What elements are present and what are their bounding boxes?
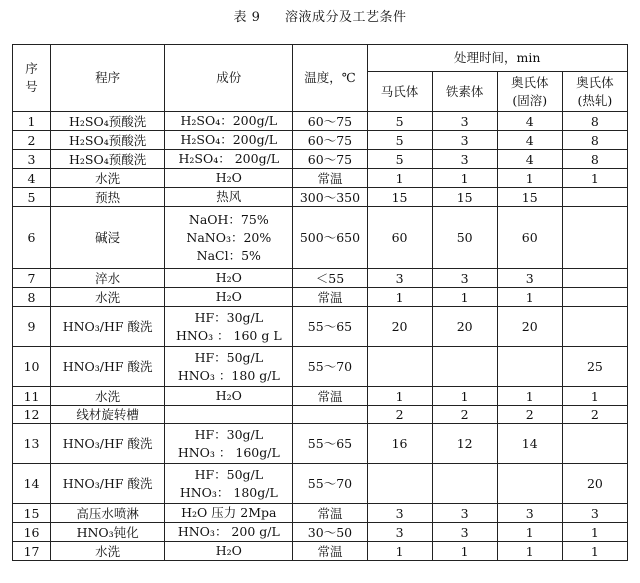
cell-index: 12 [13,406,51,424]
composition-line: H₂SO₄： 200g/L [178,151,280,166]
cell-martensite: 5 [367,150,432,169]
cell-martensite: 3 [367,504,432,523]
cell-austenite-rolled [562,188,627,207]
cell-ferrite: 3 [432,269,497,288]
cell-index: 8 [13,288,51,307]
table-body [13,112,628,561]
cell-austenite-solution: 3 [497,504,562,523]
cell-martensite [367,464,432,504]
cell-austenite-solution: 1 [497,169,562,188]
cell-austenite-solution: 4 [497,131,562,150]
cell-austenite-rolled [562,307,627,347]
cell-martensite: 1 [367,288,432,307]
cell-composition [165,112,293,131]
table-row [13,150,628,169]
cell-index: 4 [13,169,51,188]
cell-composition [165,188,293,207]
cell-procedure: HNO₃/HF 酸洗 [51,424,165,464]
cell-temperature: 55～65 [293,307,367,347]
cell-martensite: 5 [367,131,432,150]
cell-procedure: 水洗 [51,387,165,406]
cell-martensite: 1 [367,542,432,561]
cell-composition [165,307,293,347]
table-row [13,207,628,269]
header-austenite-solution: 奥氏体 (固溶) [497,72,562,112]
header-temperature: 温度，℃ [293,45,367,112]
cell-ferrite: 1 [432,169,497,188]
table-row [13,169,628,188]
header-austenite-rolled: 奥氏体 (热轧) [562,72,627,112]
composition-line: HNO₃ ： 160g/L [177,444,280,460]
cell-composition [165,406,293,424]
cell-index: 5 [13,188,51,207]
cell-martensite: 60 [367,207,432,269]
cell-martensite: 3 [367,269,432,288]
cell-austenite-solution: 2 [497,406,562,424]
cell-temperature: 30～50 [293,523,367,542]
cell-procedure: H₂SO₄预酸洗 [51,131,165,150]
cell-composition [165,424,293,464]
cell-composition [165,150,293,169]
cell-austenite-solution [497,347,562,387]
table-row [13,542,628,561]
table-row [13,464,628,504]
cell-procedure: 高压水喷淋 [51,504,165,523]
header-procedure: 程序 [51,45,165,112]
cell-temperature: 60～75 [293,112,367,131]
composition-line: H₂O [215,170,242,185]
cell-ferrite: 2 [432,406,497,424]
composition-line: H₂O 压力 2Mpa [181,505,277,520]
cell-composition [165,169,293,188]
composition-line: 热风 [216,189,242,204]
cell-index: 10 [13,347,51,387]
cell-procedure: 水洗 [51,169,165,188]
cell-austenite-solution: 20 [497,307,562,347]
cell-temperature: ＜55 [293,269,367,288]
cell-austenite-rolled: 1 [562,523,627,542]
cell-austenite-rolled: 3 [562,504,627,523]
cell-temperature [293,406,367,424]
cell-composition [165,207,293,269]
cell-ferrite: 50 [432,207,497,269]
cell-martensite: 3 [367,523,432,542]
cell-ferrite: 3 [432,504,497,523]
cell-ferrite: 1 [432,387,497,406]
table-row [13,347,628,387]
cell-procedure: 碱浸 [51,207,165,269]
composition-line: HF：30g/L [194,309,264,325]
header-ferrite: 铁素体 [432,72,497,112]
cell-martensite: 15 [367,188,432,207]
cell-composition [165,504,293,523]
table-row [13,131,628,150]
cell-composition [165,542,293,561]
composition-line: H₂SO₄：200g/L [180,132,278,147]
composition-line: HF：50g/L [194,466,264,482]
cell-procedure: HNO₃钝化 [51,523,165,542]
cell-index: 11 [13,387,51,406]
table-row [13,504,628,523]
cell-ferrite: 3 [432,523,497,542]
cell-austenite-rolled: 8 [562,112,627,131]
cell-austenite-rolled: 20 [562,464,627,504]
cell-austenite-solution: 60 [497,207,562,269]
cell-ferrite [432,347,497,387]
composition-line: NaNO₃：20% [186,229,272,245]
cell-ferrite: 3 [432,112,497,131]
cell-temperature: 55～70 [293,347,367,387]
cell-procedure: HNO₃/HF 酸洗 [51,347,165,387]
cell-index: 1 [13,112,51,131]
cell-temperature: 55～70 [293,464,367,504]
composition-line: H₂O [215,270,242,285]
cell-index: 3 [13,150,51,169]
cell-martensite: 1 [367,387,432,406]
table-caption [0,6,640,25]
cell-martensite [367,347,432,387]
cell-austenite-rolled [562,269,627,288]
table-row [13,188,628,207]
cell-ferrite [432,464,497,504]
table-number: 表 9 [233,10,261,25]
cell-ferrite: 12 [432,424,497,464]
cell-temperature: 常温 [293,504,367,523]
process-table [12,44,628,561]
header-time-group: 处理时间，min [367,45,627,72]
header-composition: 成份 [165,45,293,112]
cell-index: 15 [13,504,51,523]
cell-index: 2 [13,131,51,150]
cell-temperature: 300～350 [293,188,367,207]
cell-austenite-rolled [562,424,627,464]
cell-procedure: 预热 [51,188,165,207]
table-row [13,307,628,347]
table-row [13,112,628,131]
cell-procedure: 水洗 [51,542,165,561]
cell-composition [165,387,293,406]
composition-line: HNO₃： 180g/L [179,484,278,500]
cell-procedure: 线材旋转槽 [51,406,165,424]
cell-austenite-rolled: 1 [562,542,627,561]
composition-line: HNO₃： 200 g/L [177,524,280,539]
header-index: 序 号 [13,45,51,112]
cell-austenite-solution: 4 [497,150,562,169]
cell-martensite: 20 [367,307,432,347]
composition-line: NaCl：5% [196,247,261,263]
cell-austenite-rolled: 8 [562,150,627,169]
cell-austenite-rolled: 8 [562,131,627,150]
cell-composition [165,288,293,307]
table-row [13,523,628,542]
cell-composition [165,347,293,387]
cell-ferrite: 1 [432,288,497,307]
cell-temperature: 500～650 [293,207,367,269]
composition-line: HF：30g/L [194,426,264,442]
cell-ferrite: 15 [432,188,497,207]
cell-austenite-rolled [562,207,627,269]
cell-austenite-rolled: 1 [562,169,627,188]
cell-composition [165,269,293,288]
cell-index: 7 [13,269,51,288]
cell-composition [165,131,293,150]
cell-index: 13 [13,424,51,464]
cell-composition [165,523,293,542]
cell-ferrite: 20 [432,307,497,347]
composition-line: H₂O [215,543,242,558]
cell-temperature: 55～65 [293,424,367,464]
cell-austenite-rolled [562,288,627,307]
cell-procedure: H₂SO₄预酸洗 [51,112,165,131]
cell-index: 9 [13,307,51,347]
cell-martensite: 16 [367,424,432,464]
cell-temperature: 常温 [293,387,367,406]
table-row [13,387,628,406]
cell-martensite: 1 [367,169,432,188]
cell-austenite-rolled: 25 [562,347,627,387]
composition-line: HNO₃ ： 160 g L [175,327,282,343]
cell-austenite-solution: 14 [497,424,562,464]
composition-line: NaOH：75% [188,211,269,227]
cell-temperature: 常温 [293,288,367,307]
composition-line: H₂O [215,388,242,403]
cell-temperature: 60～75 [293,150,367,169]
cell-martensite: 5 [367,112,432,131]
cell-index: 17 [13,542,51,561]
cell-temperature: 常温 [293,169,367,188]
cell-ferrite: 1 [432,542,497,561]
cell-procedure: HNO₃/HF 酸洗 [51,307,165,347]
cell-ferrite: 3 [432,131,497,150]
cell-austenite-solution: 1 [497,387,562,406]
table-row [13,406,628,424]
cell-austenite-solution: 1 [497,523,562,542]
cell-procedure: 淬水 [51,269,165,288]
cell-temperature: 60～75 [293,131,367,150]
cell-austenite-rolled: 2 [562,406,627,424]
cell-procedure: HNO₃/HF 酸洗 [51,464,165,504]
composition-line: HNO₃ ：180 g/L [177,367,280,383]
table-row [13,424,628,464]
table-row [13,288,628,307]
cell-procedure: 水洗 [51,288,165,307]
cell-martensite: 2 [367,406,432,424]
cell-index: 14 [13,464,51,504]
cell-procedure: H₂SO₄预酸洗 [51,150,165,169]
cell-index: 16 [13,523,51,542]
table-row [13,269,628,288]
cell-austenite-solution: 3 [497,269,562,288]
composition-line: H₂SO₄：200g/L [180,113,278,128]
cell-composition [165,464,293,504]
cell-ferrite: 3 [432,150,497,169]
cell-temperature: 常温 [293,542,367,561]
cell-austenite-solution: 1 [497,288,562,307]
cell-austenite-solution: 4 [497,112,562,131]
table-title: 溶液成分及工艺条件 [285,10,407,25]
cell-index: 6 [13,207,51,269]
composition-line: HF：50g/L [194,349,264,365]
cell-austenite-rolled: 1 [562,387,627,406]
header-martensite: 马氏体 [367,72,432,112]
composition-line: H₂O [215,289,242,304]
cell-austenite-solution: 15 [497,188,562,207]
cell-austenite-solution: 1 [497,542,562,561]
cell-austenite-solution [497,464,562,504]
